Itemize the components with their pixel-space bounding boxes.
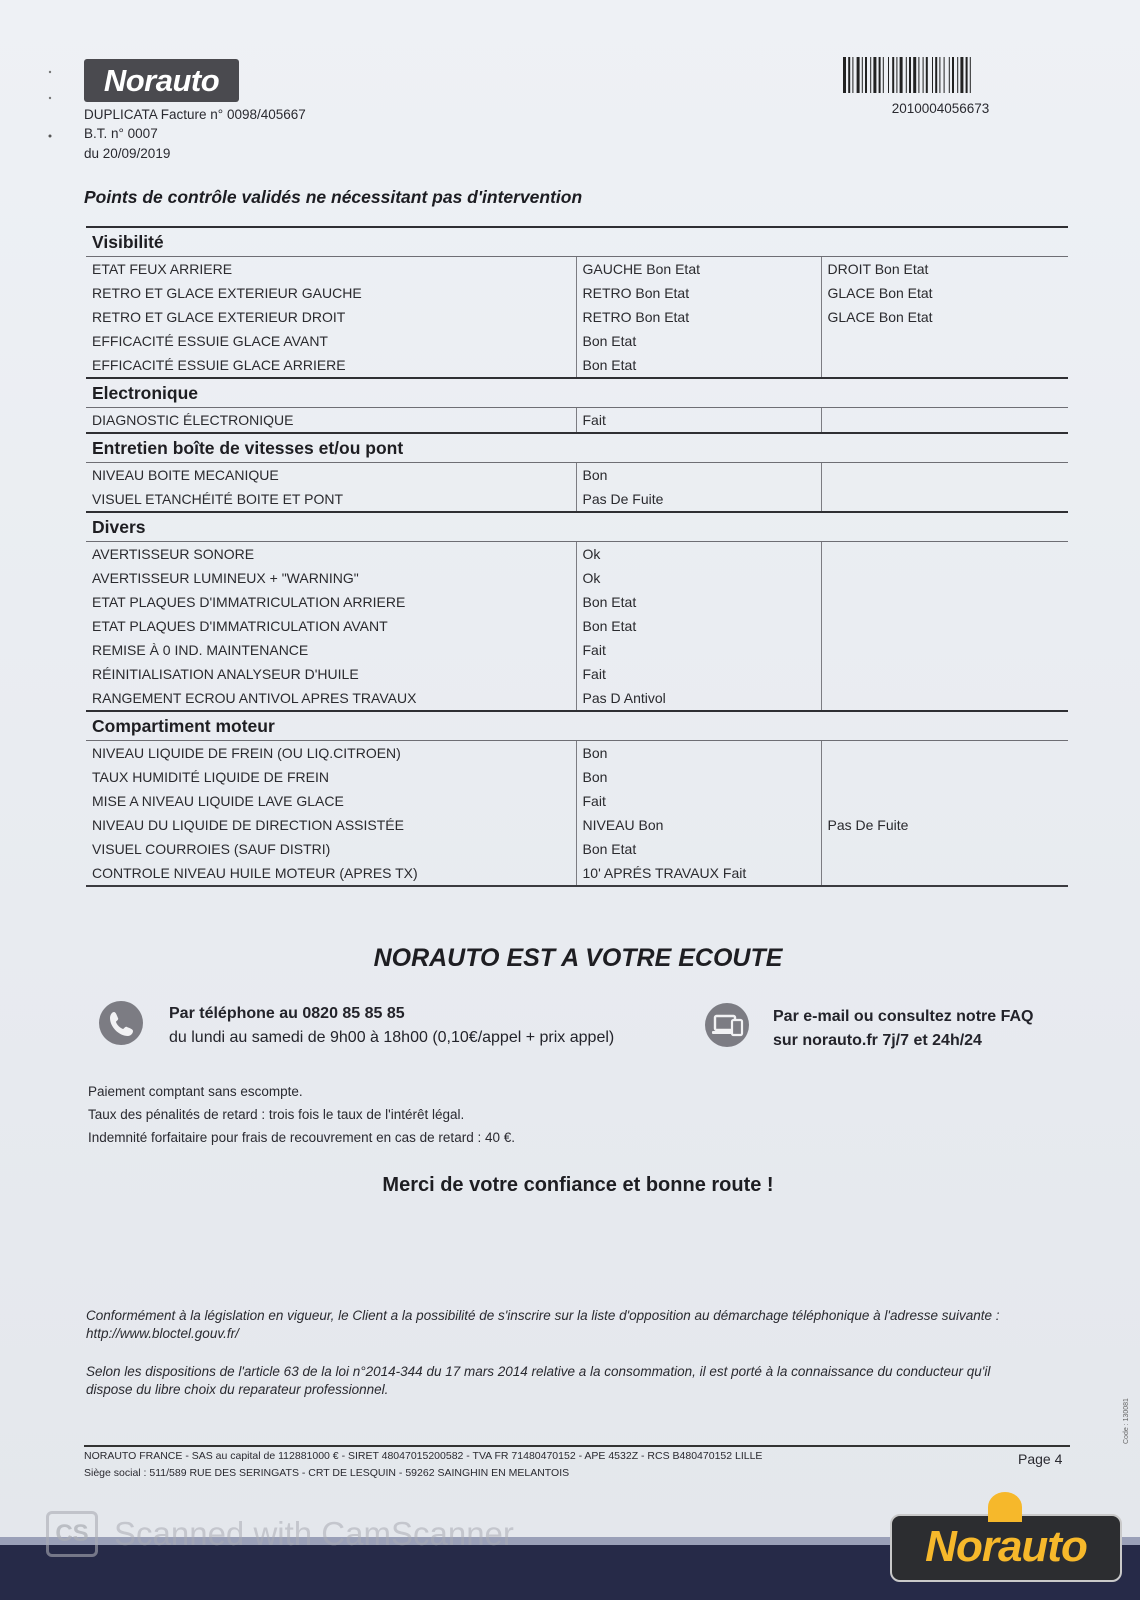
- row-value-1: Bon: [576, 463, 821, 488]
- barcode-bar: [913, 57, 916, 93]
- table-row: [86, 614, 1068, 638]
- section-header: [86, 512, 1068, 542]
- row-value-2: Pas De Fuite: [821, 813, 1068, 837]
- table-row: [86, 638, 1068, 662]
- row-label: TAUX HUMIDITÉ LIQUIDE DE FREIN: [92, 769, 329, 785]
- table-row: [86, 329, 1068, 353]
- bottom-logo-text: Norauto: [925, 1522, 1087, 1571]
- barcode-bar: [939, 57, 940, 93]
- table-row: [86, 813, 1068, 837]
- row-value-1: Bon Etat: [576, 590, 821, 614]
- section-header: [86, 378, 1068, 408]
- row-value-1: 10' APRÉS TRAVAUX Fait: [576, 861, 821, 886]
- legal-penalties: Taux des pénalités de retard : trois fois le taux de l'intérêt légal.: [88, 1107, 465, 1122]
- row-value-1: Ok: [576, 566, 821, 590]
- barcode-bar: [952, 57, 954, 93]
- row-value-1: Bon Etat: [576, 353, 821, 378]
- row-value-1: RETRO Bon Etat: [576, 281, 821, 305]
- table-row: [86, 789, 1068, 813]
- barcode-bar: [862, 57, 863, 93]
- barcode-number: 2010004056673: [891, 101, 990, 116]
- camscanner-watermark: [46, 1512, 514, 1556]
- row-label: DIAGNOSTIC ÉLECTRONIQUE: [86, 408, 576, 434]
- norauto-bottom-logo: [890, 1514, 1122, 1582]
- legal-payment: Paiement comptant sans escompte.: [88, 1084, 303, 1099]
- thank-you-message: Merci de votre confiance et bonne route !: [382, 1174, 774, 1196]
- barcode-bar: [966, 57, 968, 93]
- barcode-bar: [865, 57, 867, 93]
- footer-company: NORAUTO FRANCE - SAS au capital de 112881000 € - SIRET 48047015200582 - TVA FR 71480470152 - APE 4532Z - RCS B480470152 LILLE: [84, 1450, 763, 1462]
- side-code: Code : 130081: [1123, 1398, 1130, 1444]
- row-label: ETAT PLAQUES D'IMMATRICULATION ARRIERE: [92, 594, 406, 610]
- section-header: [86, 711, 1068, 741]
- section-title: Visibilité: [86, 227, 1068, 257]
- row-label: MISE A NIVEAU LIQUIDE LAVE GLACE: [92, 793, 344, 809]
- row-value-1: Fait: [576, 662, 821, 686]
- row-value-1: Ok: [576, 542, 821, 567]
- table-row: [86, 861, 1068, 886]
- email-availability: sur norauto.fr 7j/7 et 24h/24: [773, 1032, 982, 1049]
- ecoute-title: NORAUTO EST A VOTRE ECOUTE: [373, 944, 783, 972]
- control-points-table: [86, 226, 1068, 887]
- barcode-bar: [900, 57, 903, 93]
- row-value-2: [821, 408, 1068, 434]
- table-row: [86, 590, 1068, 614]
- row-label: RANGEMENT ECROU ANTIVOL APRES TRAVAUX: [86, 686, 576, 711]
- page-number: Page 4: [1018, 1451, 1063, 1467]
- phone-contact: [169, 1002, 614, 1050]
- phone-icon: [99, 1001, 143, 1045]
- table-row: [86, 837, 1068, 861]
- barcode-bar: [918, 57, 919, 93]
- barcode-bar: [926, 57, 928, 93]
- row-value-2: GLACE Bon Etat: [821, 305, 1068, 329]
- section-title: Compartiment moteur: [86, 711, 1068, 741]
- row-value-2: [821, 329, 1068, 353]
- email-contact: [773, 1005, 1034, 1053]
- table-row: [86, 566, 1068, 590]
- invoice-date: du 20/09/2019: [84, 146, 171, 161]
- row-label: RÉINITIALISATION ANALYSEUR D'HUILE: [92, 666, 359, 682]
- table-row: [86, 662, 1068, 686]
- section-title: Electronique: [86, 378, 1068, 408]
- row-label: AVERTISSEUR LUMINEUX + "WARNING": [92, 570, 359, 586]
- barcode-bar: [848, 57, 850, 93]
- legal-indemnity: Indemnité forfaitaire pour frais de recouvrement en cas de retard : 40 €.: [88, 1130, 515, 1145]
- barcode-bar: [909, 57, 911, 93]
- row-value-2: [821, 686, 1068, 711]
- camscanner-badge: CS: [46, 1511, 98, 1557]
- barcode-bar: [944, 57, 945, 93]
- table-row: [86, 305, 1068, 329]
- row-label: AVERTISSEUR SONORE: [92, 546, 255, 562]
- row-value-1: Bon Etat: [576, 329, 821, 353]
- row-value-2: [821, 837, 1068, 861]
- barcode-bar: [949, 57, 950, 93]
- row-value-2: DROIT Bon Etat: [821, 257, 1068, 282]
- row-value-2: [821, 789, 1068, 813]
- table-row: [86, 765, 1068, 789]
- email-label: Par e-mail ou consultez notre FAQ: [773, 1008, 1034, 1025]
- logo-arc: [988, 1492, 1022, 1522]
- row-label: NIVEAU BOITE MECANIQUE: [92, 467, 279, 483]
- footer-divider: [84, 1445, 1070, 1447]
- row-value-1: Bon: [576, 741, 821, 766]
- barcode-bar: [843, 57, 846, 93]
- barcode-bar: [896, 57, 897, 93]
- barcode-bar: [960, 57, 963, 93]
- row-value-1: Bon: [576, 765, 821, 789]
- page-title: Points de contrôle validés ne nécessitant pas d'intervention: [84, 187, 583, 207]
- row-value-1: Fait: [576, 638, 821, 662]
- row-value-2: [821, 765, 1068, 789]
- barcode-bar: [957, 57, 958, 93]
- row-value-1: Pas De Fuite: [576, 487, 821, 512]
- barcode-bar: [873, 57, 876, 93]
- row-value-2: [821, 614, 1068, 638]
- barcode-bar: [879, 57, 881, 93]
- row-value-1: Fait: [576, 789, 821, 813]
- row-label: NIVEAU LIQUIDE DE FREIN (OU LIQ.CITROEN): [92, 745, 401, 761]
- row-value-2: [821, 590, 1068, 614]
- section-title: Divers: [86, 512, 1068, 542]
- row-value-1: GAUCHE Bon Etat: [576, 257, 821, 282]
- row-label: VISUEL COURROIES (SAUF DISTRI): [92, 841, 331, 857]
- row-value-2: [821, 638, 1068, 662]
- barcode-bar: [852, 57, 853, 93]
- row-label: CONTROLE NIVEAU HUILE MOTEUR (APRES TX): [86, 861, 576, 886]
- section-header: [86, 433, 1068, 463]
- scan-marks: [48, 70, 52, 150]
- barcode-bar: [870, 57, 871, 93]
- table-row: [86, 542, 1068, 567]
- footer-siege: Siège social : 511/589 RUE DES SERINGATS - CRT DE LESQUIN - 59262 SAINGHIN EN MELANTOIS: [84, 1467, 570, 1479]
- norauto-logo: Norauto: [84, 59, 239, 102]
- barcode-bar: [970, 57, 971, 93]
- barcode-bar: [935, 57, 937, 93]
- table-row: [86, 408, 1068, 434]
- barcode: [843, 57, 1038, 93]
- table-row: [86, 686, 1068, 711]
- bt-number: B.T. n° 0007: [84, 126, 158, 141]
- row-value-1: Bon Etat: [576, 837, 821, 861]
- row-value-2: [821, 463, 1068, 488]
- row-value-1: Bon Etat: [576, 614, 821, 638]
- row-value-2: [821, 353, 1068, 378]
- barcode-bar: [888, 57, 889, 93]
- barcode-bar: [883, 57, 884, 93]
- barcode-bar: [892, 57, 894, 93]
- row-value-2: [821, 861, 1068, 886]
- table-row: [86, 281, 1068, 305]
- row-label: ETAT PLAQUES D'IMMATRICULATION AVANT: [92, 618, 388, 634]
- row-label: REMISE À 0 IND. MAINTENANCE: [92, 642, 309, 658]
- row-value-2: [821, 741, 1068, 766]
- barcode-bar: [906, 57, 907, 93]
- row-value-2: [821, 542, 1068, 567]
- table-row: [86, 463, 1068, 488]
- row-value-2: [821, 566, 1068, 590]
- row-value-2: GLACE Bon Etat: [821, 281, 1068, 305]
- row-value-1: NIVEAU Bon: [576, 813, 821, 837]
- row-value-1: Fait: [576, 408, 821, 434]
- barcode-bar: [932, 57, 933, 93]
- barcode-bar: [923, 57, 924, 93]
- row-value-2: [821, 662, 1068, 686]
- row-label: NIVEAU DU LIQUIDE DE DIRECTION ASSISTÉE: [92, 817, 404, 833]
- article63-note: Selon les dispositions de l'article 63 de la loi n°2014-344 du 17 mars 2014 relative a la consommation, il est porté à la connaissance du conducteur qu'il dispose du libre choix du reparateur professionnel.: [86, 1364, 991, 1397]
- table-row: [86, 487, 1068, 512]
- table-row: [86, 741, 1068, 766]
- row-label: RETRO ET GLACE EXTERIEUR GAUCHE: [92, 285, 362, 301]
- phone-number-label: Par téléphone au 0820 85 85 85: [169, 1005, 405, 1022]
- camscanner-text: Scanned with CamScanner: [114, 1515, 514, 1552]
- row-label: EFFICACITÉ ESSUIE GLACE AVANT: [92, 333, 328, 349]
- barcode-bar: [857, 57, 860, 93]
- phone-hours: du lundi au samedi de 9h00 à 18h00 (0,10€/appel + prix appel): [169, 1029, 615, 1046]
- bloctel-note: Conformément à la législation en vigueur, le Client a la possibilité de s'inscrire sur la liste d'opposition au démarchage téléphonique à l'adresse suivante : http://www.bloctel.gouv.fr/: [86, 1308, 1000, 1341]
- row-label: VISUEL ETANCHÉITÉ BOITE ET PONT: [86, 487, 576, 512]
- row-label: RETRO ET GLACE EXTERIEUR DROIT: [92, 309, 346, 325]
- table-row: [86, 353, 1068, 378]
- duplicata-number: DUPLICATA Facture n° 0098/405667: [84, 107, 306, 122]
- section-header: [86, 227, 1068, 257]
- row-value-1: Pas D Antivol: [576, 686, 821, 711]
- device-icon: [705, 1003, 749, 1047]
- row-value-2: [821, 487, 1068, 512]
- row-value-1: RETRO Bon Etat: [576, 305, 821, 329]
- table-row: [86, 257, 1068, 282]
- section-title: Entretien boîte de vitesses et/ou pont: [86, 433, 1068, 463]
- row-label: ETAT FEUX ARRIERE: [92, 261, 233, 277]
- row-label: EFFICACITÉ ESSUIE GLACE ARRIERE: [86, 353, 576, 378]
